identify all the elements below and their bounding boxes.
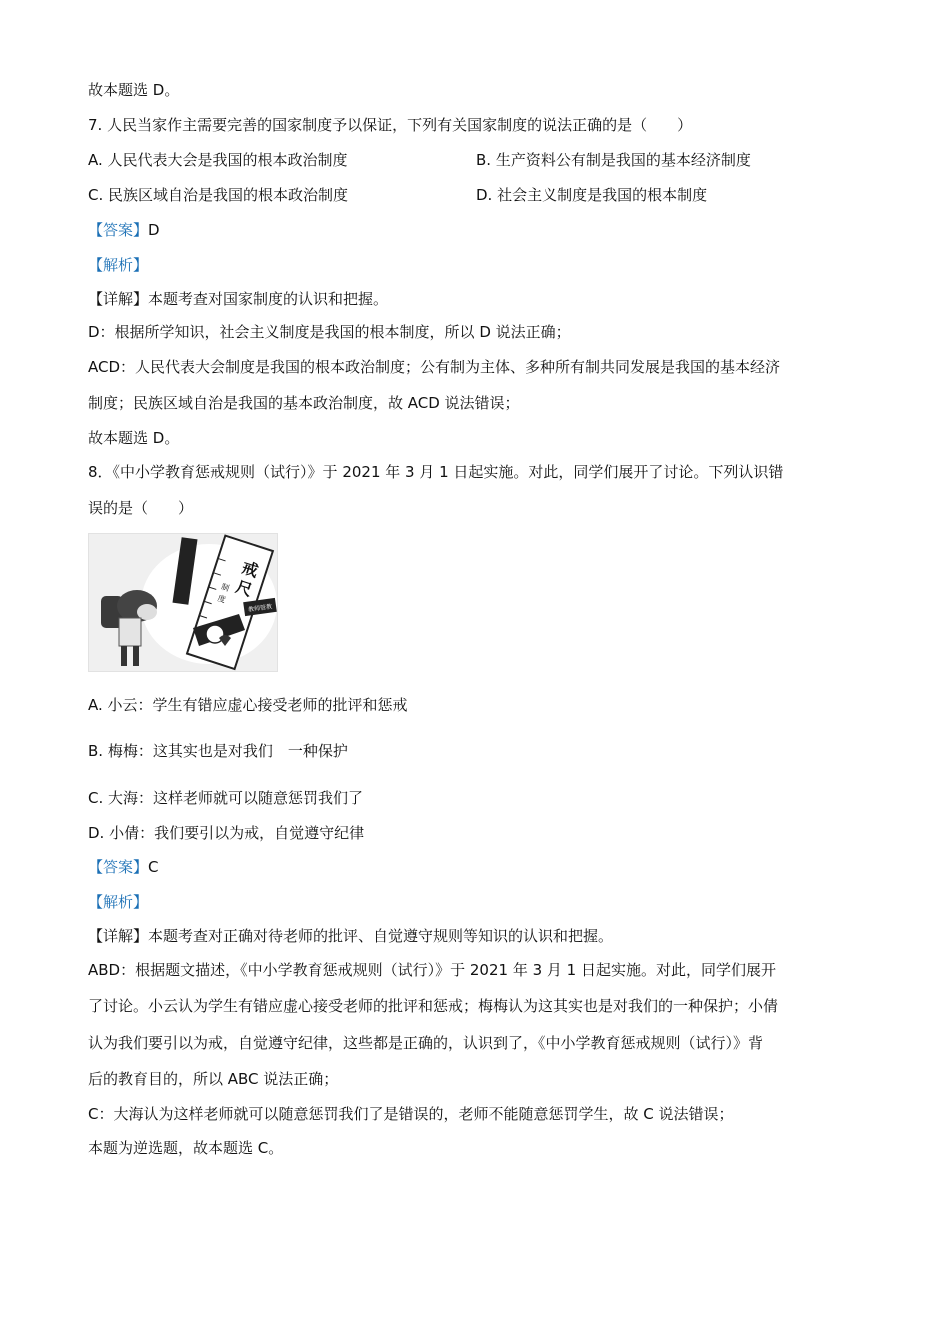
student-body — [119, 618, 141, 646]
q8-explanation-abd-2: 了讨论。小云认为学生有错应虚心接受老师的批评和惩戒；梅梅认为这其实也是对我们的一种保护；小倩 — [88, 997, 779, 1015]
q8-detail — [88, 926, 613, 946]
q7-explanation-acd-2: 制度；民族区域自治是我国的基本政治制度，故 ACD 说法错误； — [88, 394, 520, 412]
q7-analysis-label: 【解析】 — [88, 256, 149, 274]
q8-explanation-abd-1: ABD：根据题文描述，《中小学教育惩戒规则（试行）》于 2021 年 3 月 1 日起实施。对此，同学们展开 — [88, 961, 776, 979]
q6-conclusion: 故本题选 D。 — [88, 81, 180, 99]
answer-label: 【答案】 — [88, 221, 149, 239]
q8-conclusion: 本题为逆选题，故本题选 C。 — [88, 1139, 284, 1157]
q7-explanation-acd-1: ACD：人民代表大会制度是我国的根本政治制度；公有制为主体、多种所有制共同发展是我国的基本经济 — [88, 358, 781, 376]
answer-value: D — [148, 221, 160, 239]
q8-analysis-label: 【解析】 — [88, 893, 149, 911]
student-leg-right — [133, 646, 139, 666]
q8-stem-2: 误的是（ ） — [88, 499, 194, 517]
ruler-char-1: 戒 — [239, 557, 261, 581]
q7-answer — [88, 220, 160, 240]
q7-stem: 7. 人民当家作主需要完善的国家制度予以保证，下列有关国家制度的说法正确的是（ ） — [88, 116, 693, 134]
q7-option-a: A. 人民代表大会是我国的根本政治制度 — [88, 151, 348, 169]
ruler-side-char-1: 制 — [220, 582, 231, 594]
ruler-char-2: 尺 — [233, 576, 255, 600]
q7-conclusion: 故本题选 D。 — [88, 429, 180, 447]
q8-option-d: D. 小倩：我们要引以为戒，自觉遵守纪律 — [88, 824, 365, 842]
detail-text: 本题考查对国家制度的认识和把握。 — [148, 290, 389, 308]
student-leg-left — [121, 646, 127, 666]
answer-value: C — [148, 858, 159, 876]
detail-text: 本题考查对正确对待老师的批评、自觉遵守规则等知识的认识和把握。 — [148, 927, 614, 945]
q8-option-c: C. 大海：这样老师就可以随意惩罚我们了 — [88, 789, 364, 807]
detail-label: 【详解】 — [88, 290, 149, 308]
q8-option-a: A. 小云：学生有错应虚心接受老师的批评和惩戒 — [88, 696, 408, 714]
q8-explanation-abd-4: 后的教育目的，所以 ABC 说法正确； — [88, 1070, 339, 1088]
detail-label: 【详解】 — [88, 927, 149, 945]
answer-label: 【答案】 — [88, 858, 149, 876]
q8-stem-1: 8．《中小学教育惩戒规则（试行）》于 2021 年 3 月 1 日起实施。对此，同学们展开了讨论。下列认识错 — [88, 463, 784, 481]
q7-detail — [88, 289, 388, 309]
q8-illustration — [88, 533, 278, 672]
badge-text: 教师管教 — [247, 603, 273, 614]
q7-option-c: C. 民族区域自治是我国的根本政治制度 — [88, 186, 349, 204]
q8-explanation-abd-3: 认为我们要引以为戒，自觉遵守纪律，这些都是正确的，认识到了，《中小学教育惩戒规则（试行）》背 — [88, 1034, 764, 1052]
cartoon-ruler-image — [89, 534, 277, 671]
q8-answer — [88, 857, 159, 877]
q7-option-b: B. 生产资料公有制是我国的基本经济制度 — [476, 151, 751, 169]
q8-explanation-c: C：大海认为这样老师就可以随意惩罚我们了是错误的，老师不能随意惩罚学生，故 C 说法错误； — [88, 1105, 734, 1123]
ruler-side-char-2: 度 — [216, 593, 227, 605]
q7-explanation-d: D：根据所学知识，社会主义制度是我国的根本制度，所以 D 说法正确； — [88, 323, 571, 341]
q7-option-d: D. 社会主义制度是我国的根本制度 — [476, 186, 708, 204]
q8-option-b: B. 梅梅：这其实也是对我们 一种保护 — [88, 742, 348, 760]
